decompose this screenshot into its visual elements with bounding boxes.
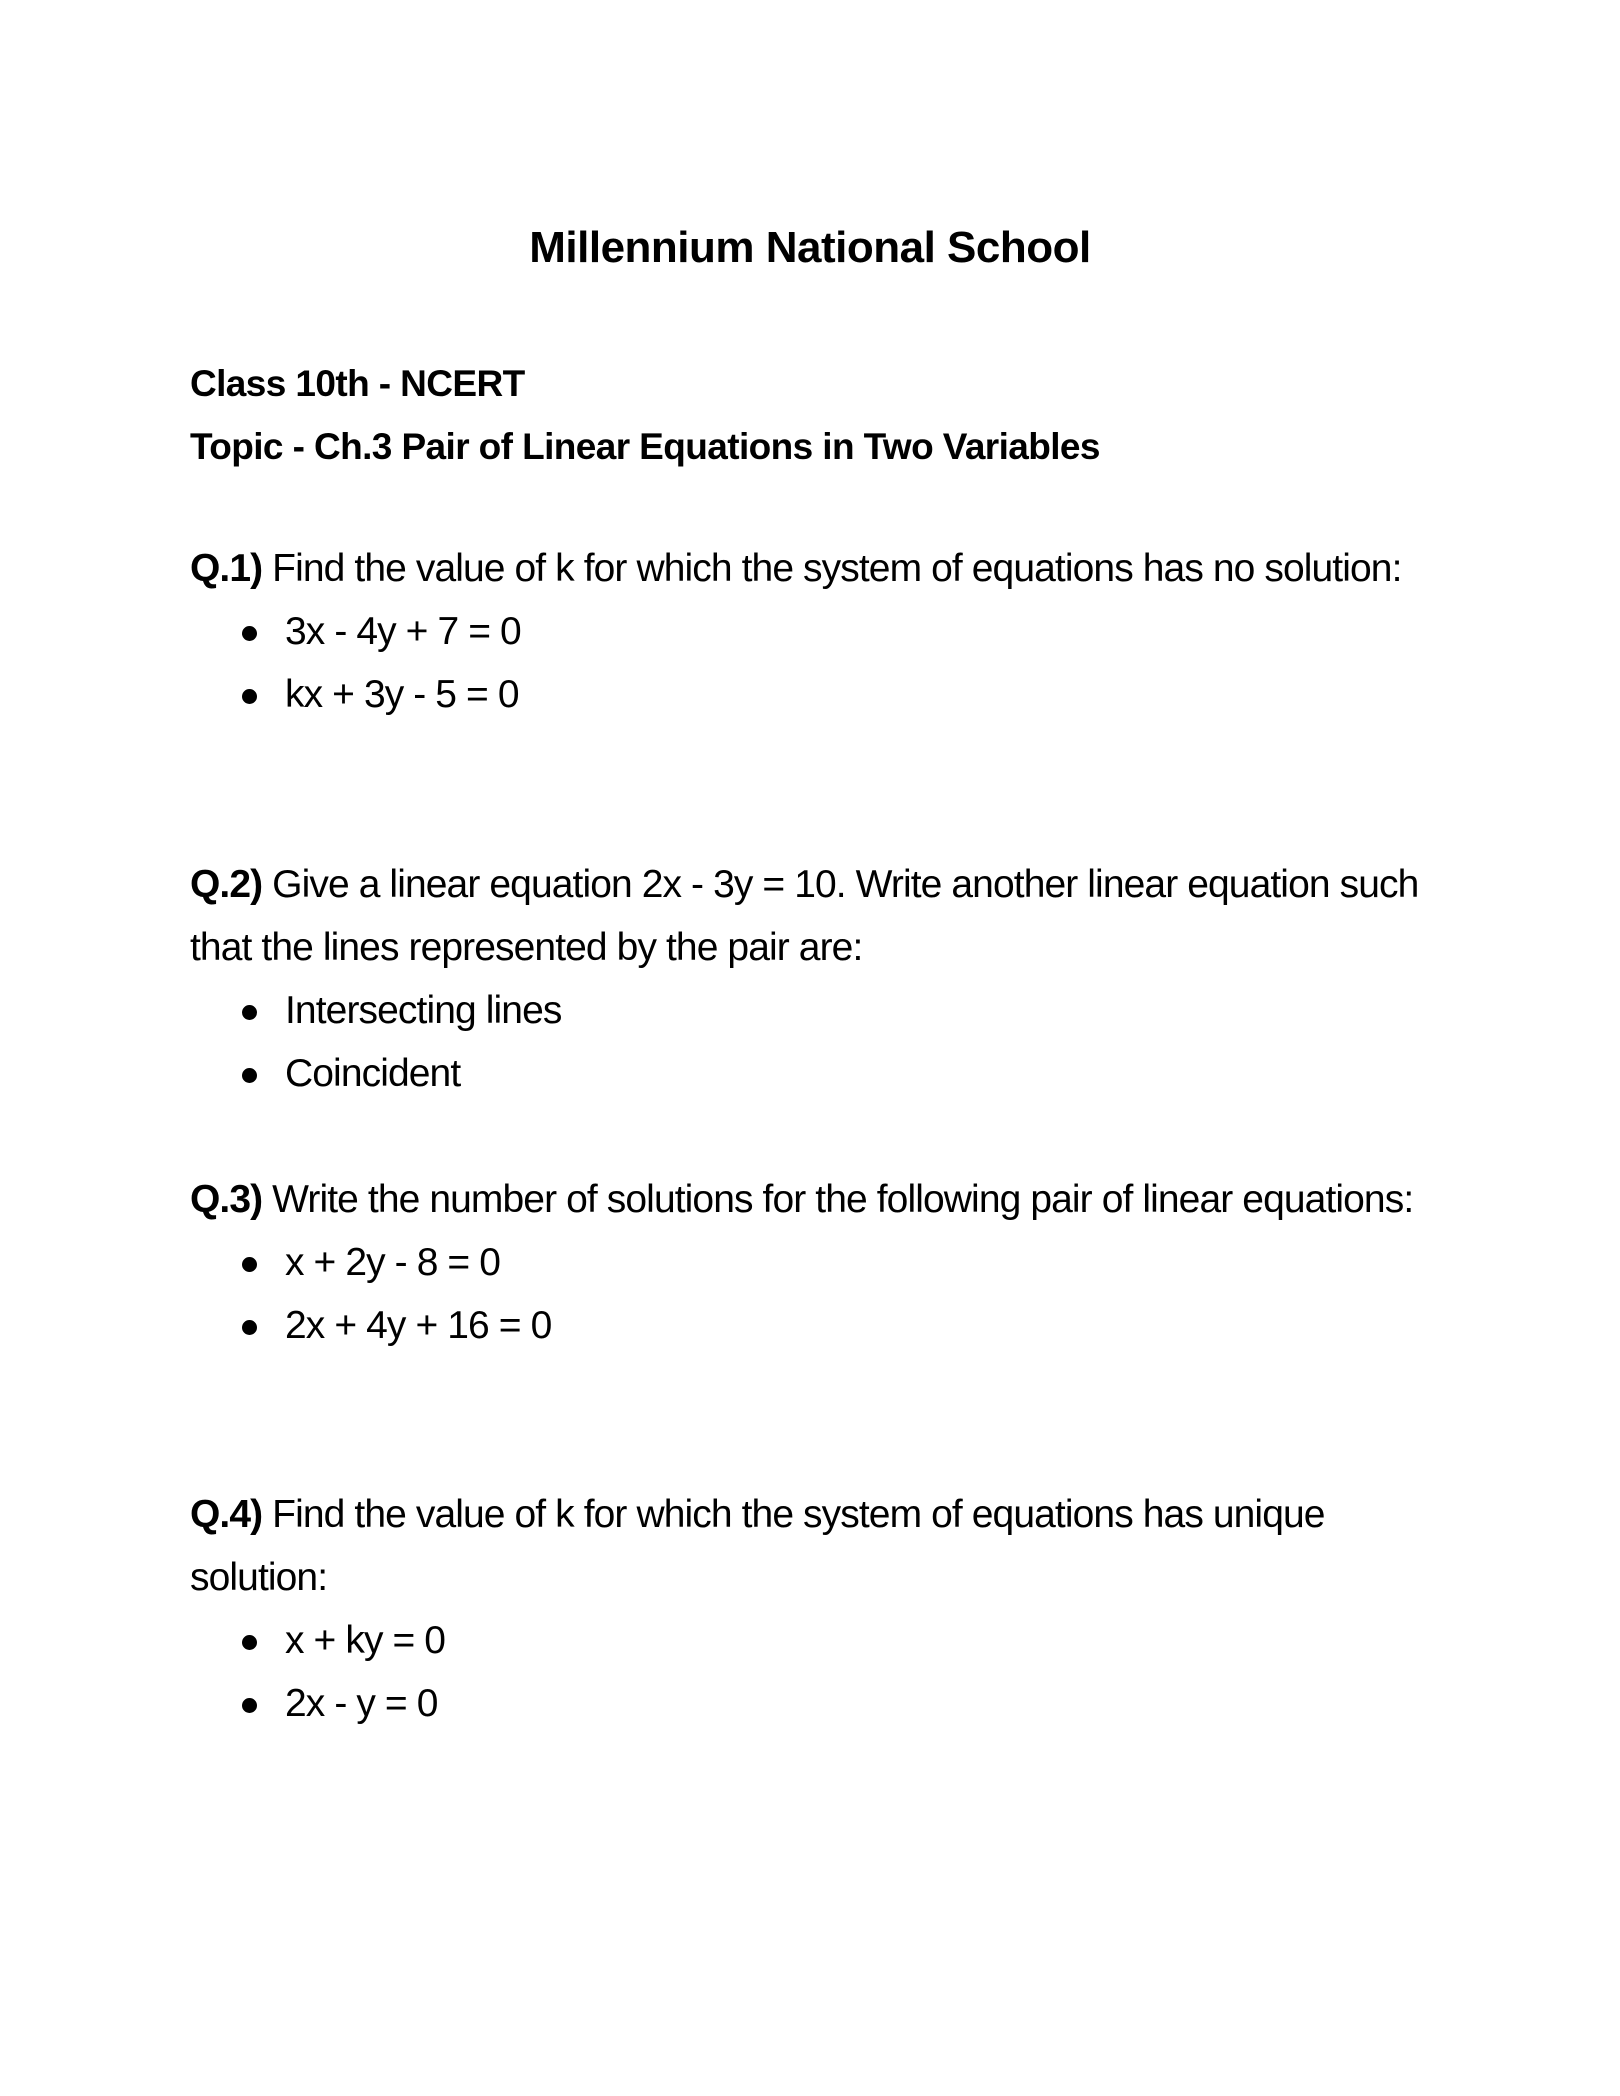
question-text: Write the number of solutions for the following pair of linear equations:: [262, 1178, 1414, 1221]
list-item: [190, 1231, 1430, 1294]
question-3: [190, 1168, 1430, 1357]
equation-text: 3x - 4y + 7 = 0: [285, 610, 521, 653]
list-item: [190, 1042, 1430, 1105]
question-label: Q.2): [190, 863, 263, 906]
equation-text: kx + 3y - 5 = 0: [285, 673, 519, 716]
bullet-icon: [242, 1698, 257, 1713]
equation-text: 2x + 4y + 16 = 0: [285, 1304, 552, 1347]
class-line: Class 10th - NCERT: [190, 363, 525, 404]
question-label: Q.4): [190, 1493, 263, 1536]
list-item: [190, 663, 1430, 726]
equation-text: x + 2y - 8 = 0: [285, 1241, 501, 1284]
question-text: Give a linear equation 2x - 3y = 10. Write another linear equation such that the lines represented by the pair are:: [190, 863, 1419, 969]
list-item: [190, 1609, 1430, 1672]
equation-list: [190, 1231, 1430, 1357]
equation-text: 2x - y = 0: [285, 1682, 438, 1725]
bullet-icon: [242, 626, 257, 641]
equation-list: [190, 1609, 1430, 1735]
bullet-icon: [242, 1005, 257, 1020]
question-prompt: [190, 853, 1430, 979]
question-prompt: [190, 1483, 1430, 1609]
question-4: [190, 1483, 1430, 1735]
bullet-icon: [242, 1635, 257, 1650]
bullet-icon: [242, 1320, 257, 1335]
bullet-icon: [242, 689, 257, 704]
option-list: [190, 979, 1430, 1105]
question-prompt: [190, 537, 1430, 600]
topic-line: Topic - Ch.3 Pair of Linear Equations in Two Variables: [190, 426, 1100, 467]
school-title: Millennium National School: [529, 223, 1091, 272]
list-item: [190, 979, 1430, 1042]
question-label: Q.1): [190, 547, 263, 590]
list-item: [190, 1672, 1430, 1735]
question-text: Find the value of k for which the system of equations has unique solution:: [190, 1493, 1325, 1599]
equation-text: x + ky = 0: [285, 1619, 446, 1662]
question-text: Find the value of k for which the system of equations has no solution:: [262, 547, 1402, 590]
bullet-icon: [242, 1068, 257, 1083]
equation-list: [190, 600, 1430, 726]
list-item: [190, 1294, 1430, 1357]
bullet-icon: [242, 1257, 257, 1272]
question-label: Q.3): [190, 1178, 263, 1221]
option-text: Coincident: [285, 1052, 461, 1095]
option-text: Intersecting lines: [285, 989, 562, 1032]
worksheet-header: [190, 352, 1100, 478]
question-2: [190, 853, 1430, 1105]
list-item: [190, 600, 1430, 663]
question-prompt: [190, 1168, 1430, 1231]
question-1: [190, 537, 1430, 726]
